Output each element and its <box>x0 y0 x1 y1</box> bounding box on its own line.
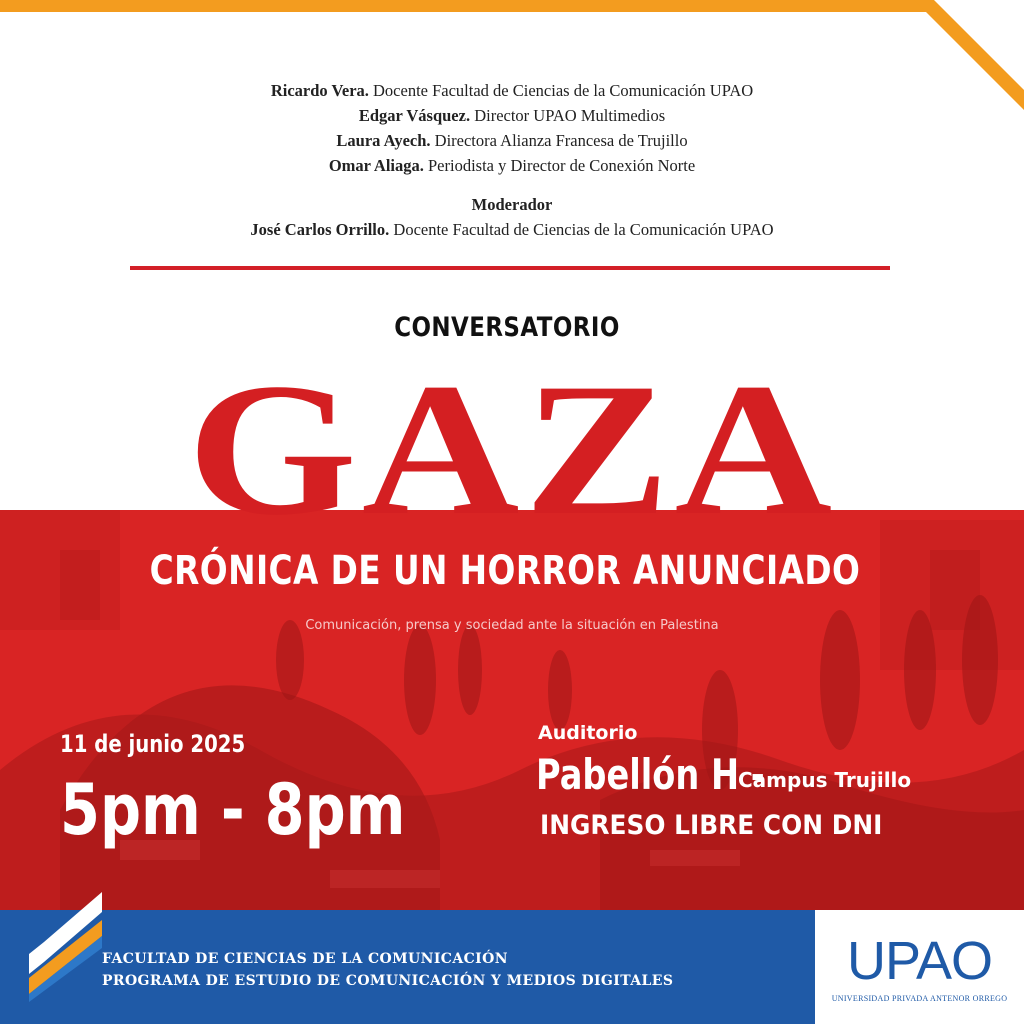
faculty-name: FACULTAD DE CIENCIAS DE LA COMUNICACIÓN <box>102 951 508 967</box>
event-time: 5pm - 8pm <box>60 769 406 851</box>
event-tagline: Comunicación, prensa y sociedad ante la situación en Palestina <box>305 618 719 633</box>
event-title: GAZA <box>187 345 837 555</box>
speaker-role: Director UPAO Multimedios <box>470 106 666 125</box>
moderator-name: José Carlos Orrillo. <box>250 220 390 239</box>
moderator-role: Docente Facultad de Ciencias de la Comunicación UPAO <box>389 220 774 239</box>
speaker-line <box>0 103 1024 128</box>
upao-logo <box>815 910 1024 1024</box>
top-orange-bar <box>0 0 930 12</box>
event-date: 11 de junio 2025 <box>60 730 246 758</box>
speaker-name: Laura Ayech. <box>336 131 431 150</box>
moderator-title: Moderador <box>471 195 553 214</box>
entry-info: INGRESO LIBRE CON DNI <box>540 810 883 841</box>
venue-name: Pabellón H - <box>536 750 765 799</box>
venue-label: Auditorio <box>538 722 638 744</box>
program-name: PROGRAMA DE ESTUDIO DE COMUNICACIÓN Y MEDIOS DIGITALES <box>102 973 674 989</box>
speaker-role: Periodista y Director de Conexión Norte <box>423 156 696 175</box>
speaker-name: Ricardo Vera. <box>270 81 369 100</box>
speaker-name: Edgar Vásquez. <box>358 106 471 125</box>
red-divider <box>130 266 890 270</box>
venue-campus: Campus Trujillo <box>738 768 912 792</box>
event-subtitle: CRÓNICA DE UN HORROR ANUNCIADO <box>149 548 861 594</box>
speaker-name: Omar Aliaga. <box>328 156 424 175</box>
speaker-line <box>0 128 1024 153</box>
upao-logo-word: UPAO <box>846 931 993 991</box>
event-kind: CONVERSATORIO <box>394 312 620 343</box>
footer-text <box>102 948 673 992</box>
speaker-role: Docente Facultad de Ciencias de la Comunicación UPAO <box>368 81 754 100</box>
faculty-logo-icon <box>24 892 104 1002</box>
speakers-list <box>0 78 1024 242</box>
upao-logo-subtitle: UNIVERSIDAD PRIVADA ANTENOR ORREGO <box>831 994 1008 1003</box>
speaker-line <box>0 153 1024 178</box>
moderator-line <box>0 217 1024 242</box>
speaker-line <box>0 78 1024 103</box>
speaker-role: Directora Alianza Francesa de Trujillo <box>430 131 688 150</box>
